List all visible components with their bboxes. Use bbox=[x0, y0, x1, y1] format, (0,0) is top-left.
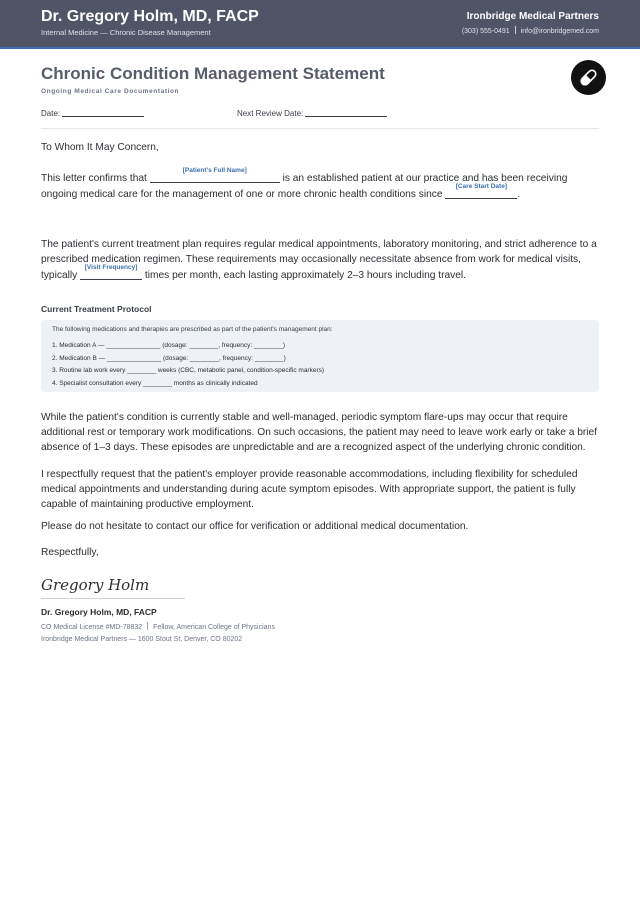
date-label: Date: bbox=[41, 109, 61, 118]
protocol-list bbox=[52, 340, 324, 390]
credentials-divider bbox=[147, 622, 148, 630]
protocol-intro: The following medications and therapies are prescribed as part of the patient's management plan: bbox=[52, 326, 333, 333]
paragraph-text: The patient's current treatment plan requires regular medical appointments, laboratory monitoring, and strict adherence to a prescribed medication regimen. These requirements may occasionally necessitate absence from work for medical visits, typically bbox=[41, 239, 597, 281]
patient-name-field[interactable] bbox=[150, 167, 280, 183]
date-blank[interactable] bbox=[62, 108, 144, 117]
protocol-item: 4. Specialist consultation every ________ months as clinically indicated bbox=[52, 379, 258, 387]
review-date-blank[interactable] bbox=[305, 108, 387, 117]
review-date-field[interactable] bbox=[237, 108, 387, 118]
medical-license: CO Medical License #MD-78832 bbox=[41, 624, 143, 631]
closing: Respectfully, bbox=[41, 547, 99, 558]
physician-name: Dr. Gregory Holm, MD, FACP bbox=[41, 8, 259, 25]
paragraph-text: times per month, each lasting approximately 2–3 hours including travel. bbox=[144, 270, 466, 281]
letterhead bbox=[0, 0, 640, 49]
fellowship: Fellow, American College of Physicians bbox=[153, 624, 275, 631]
salutation: To Whom It May Concern, bbox=[41, 142, 159, 153]
practice-phone: (303) 555-0491 bbox=[461, 28, 510, 35]
patient-name-placeholder: [Patient's Full Name] bbox=[182, 167, 247, 174]
practice-address: Ironbridge Medical Partners — 1600 Stout St, Denver, CO 80202 bbox=[41, 636, 243, 643]
review-date-label: Next Review Date: bbox=[237, 109, 304, 118]
paragraph-text: is an established patient at our practice and has been receiving ongoing medical care for the management of one or more chronic health conditions since bbox=[41, 173, 568, 200]
visit-frequency-field[interactable] bbox=[80, 264, 142, 280]
care-start-date-field[interactable] bbox=[445, 183, 517, 199]
visit-frequency-placeholder: [Visit Frequency] bbox=[84, 264, 138, 271]
practice-name: Ironbridge Medical Partners bbox=[466, 11, 599, 22]
paragraph-text: . bbox=[517, 189, 521, 200]
physician-specialty: Internal Medicine — Chronic Disease Management bbox=[41, 28, 211, 37]
signature-script: Gregory Holm bbox=[41, 576, 150, 594]
paragraph-flare-ups: While the patient's condition is currently stable and well-managed, periodic symptom flare-ups may occur that require additional rest or temporary work modifications. On such occasions, the patient may need to leave work early or take a brief absence of 1–3 days. These episodes are unpredictable and are a recognized aspect of the underlying chronic condition. bbox=[41, 412, 598, 453]
signatory-credentials bbox=[41, 622, 275, 631]
protocol-title: Current Treatment Protocol bbox=[41, 304, 152, 314]
pill-icon bbox=[571, 60, 606, 95]
paragraph-text: This letter confirms that bbox=[41, 173, 147, 184]
protocol-item: 3. Routine lab work every ________ weeks (CBC, metabolic panel, condition-specific markers) bbox=[52, 367, 325, 374]
paragraph-accommodations: I respectfully request that the patient's employer provide reasonable accommodations, including flexibility for scheduled medical appointments and understanding during acute symptom episodes. With appropriate support, the patient is fully capable of maintaining productive employment. bbox=[41, 469, 578, 510]
signatory-name: Dr. Gregory Holm, MD, FACP bbox=[41, 607, 157, 617]
practice-contact bbox=[462, 26, 599, 35]
paragraph-treatment-plan bbox=[41, 237, 601, 283]
signature-line bbox=[41, 598, 185, 599]
document-subtitle: Ongoing Medical Care Documentation bbox=[41, 88, 180, 95]
divider bbox=[41, 128, 599, 129]
protocol-box bbox=[41, 320, 599, 392]
care-start-date-placeholder: [Care Start Date] bbox=[455, 183, 507, 190]
document-title: Chronic Condition Management Statement bbox=[41, 64, 385, 83]
contact-divider bbox=[515, 26, 516, 34]
protocol-item: 2. Medication B — _______________ (dosage: ________, frequency: ________) bbox=[52, 354, 286, 362]
date-field[interactable] bbox=[41, 108, 144, 118]
practice-email: info@ironbridgemed.com bbox=[520, 28, 599, 35]
paragraph-patient-status bbox=[41, 167, 601, 202]
paragraph-contact: Please do not hesitate to contact our office for verification or additional medical documentation. bbox=[41, 521, 469, 532]
protocol-item: 1. Medication A — _______________ (dosage: ________, frequency: ________) bbox=[52, 342, 286, 349]
